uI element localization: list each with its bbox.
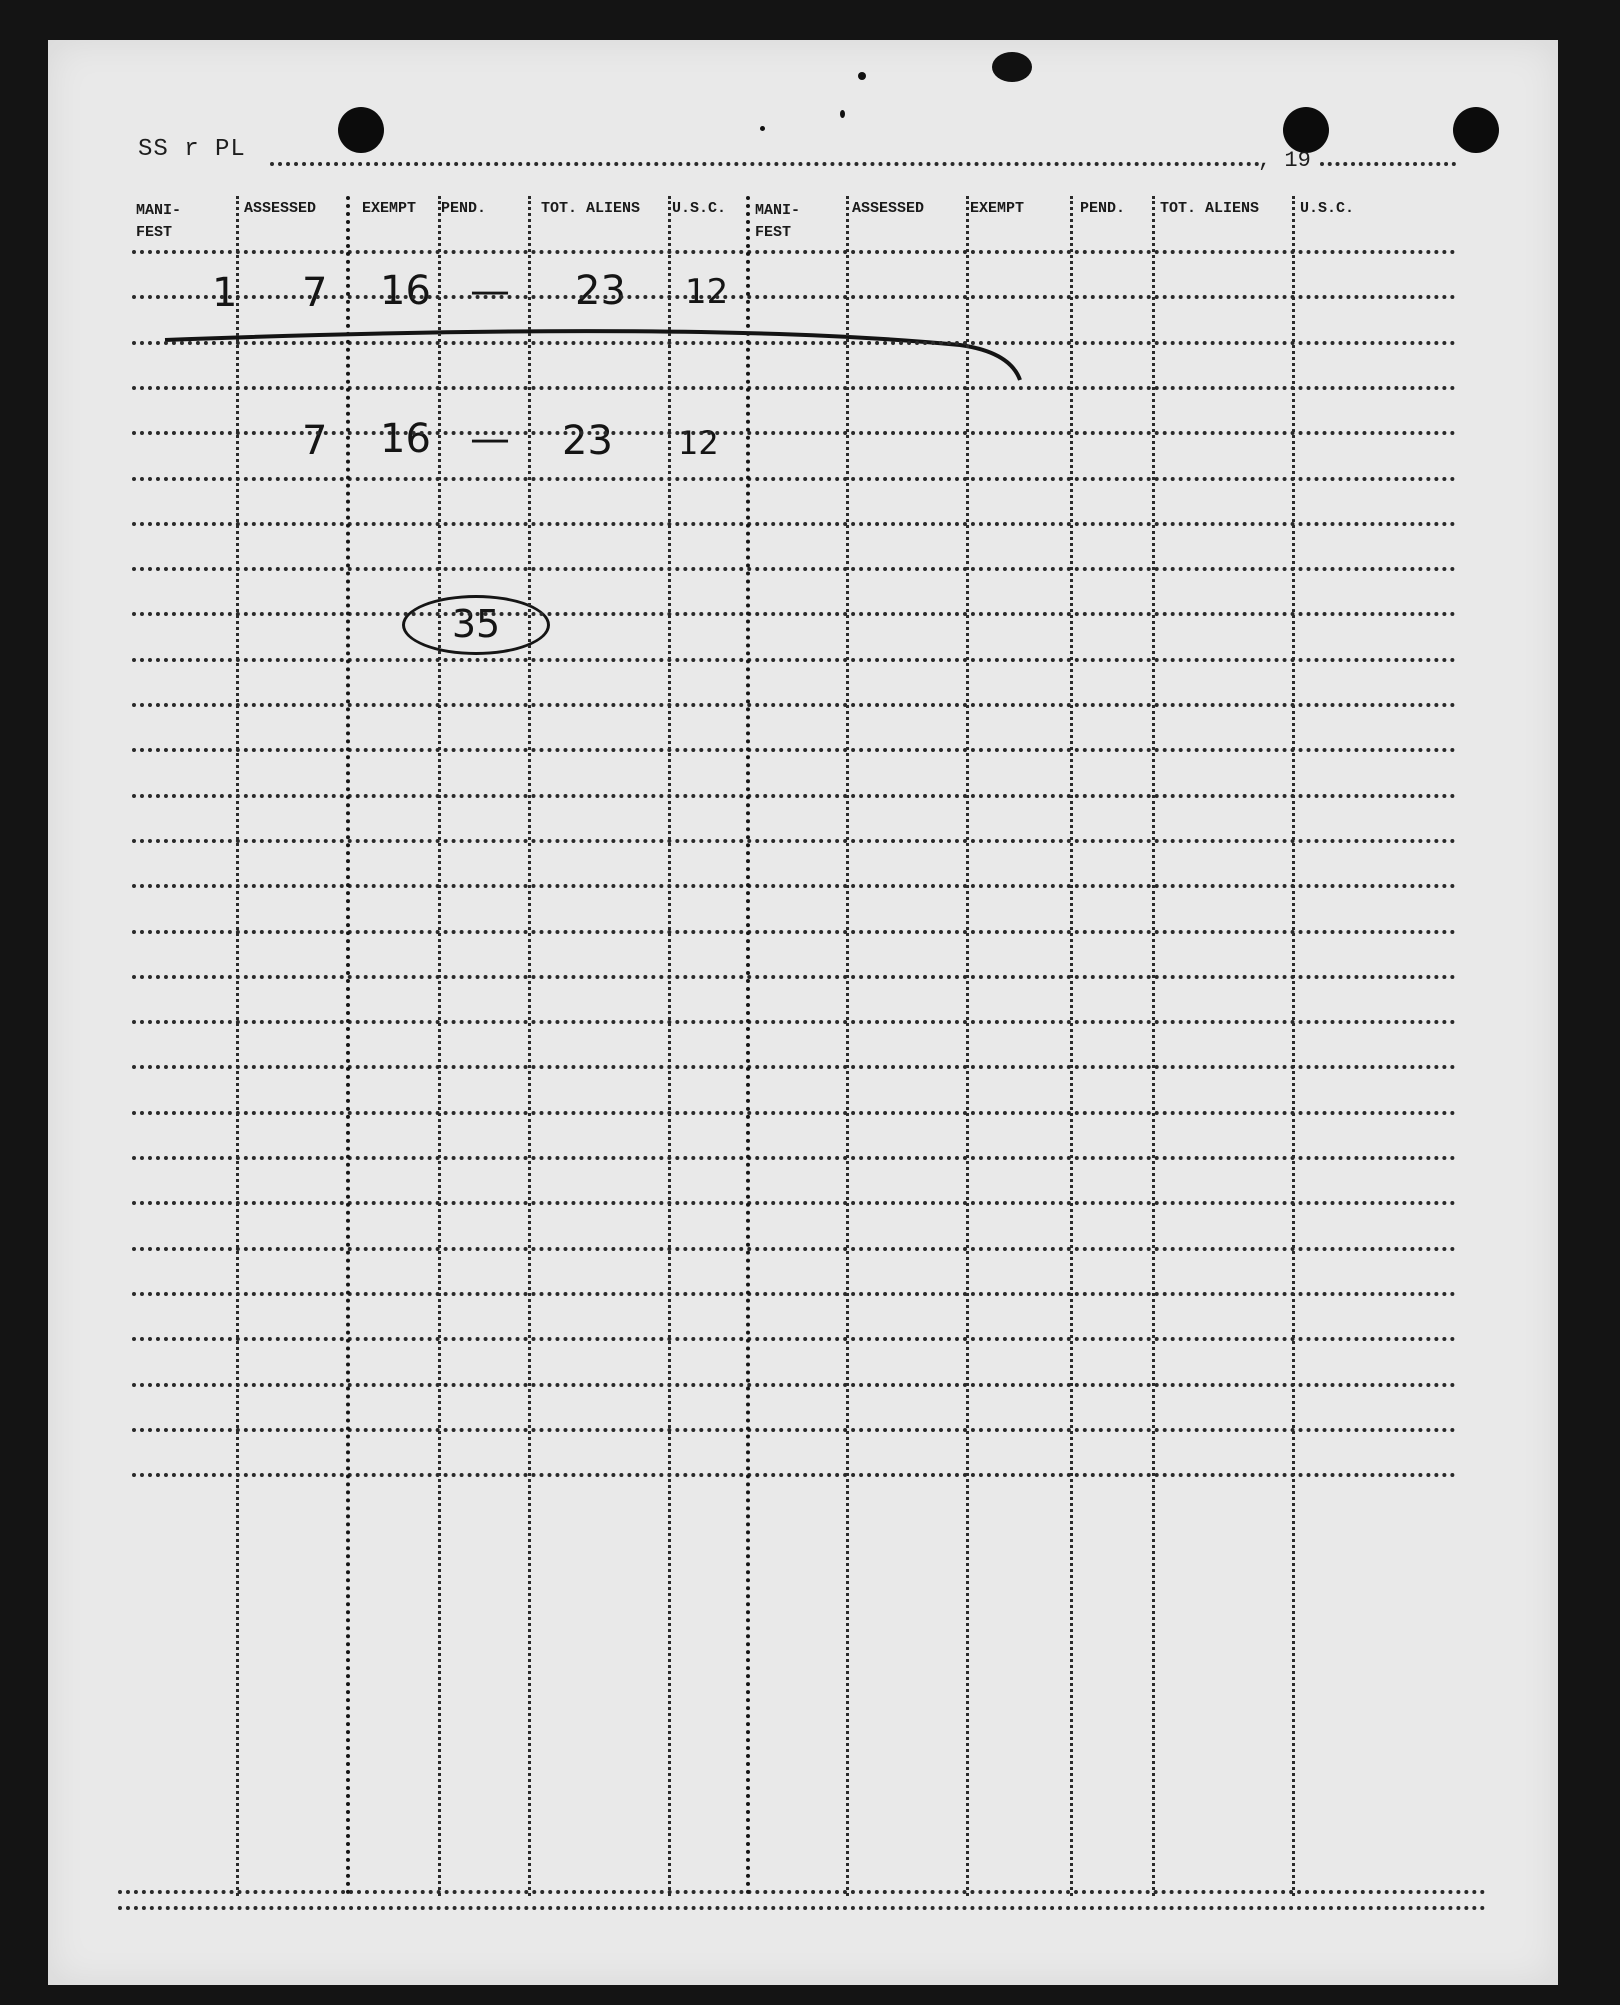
grid-column-rule [1152,196,1155,1896]
grid-row-rule [132,1383,1456,1387]
grid-column-rule [528,196,531,1896]
total-usc-value: 12 [678,424,719,462]
total-exempt-value: 16 [380,416,431,462]
grid-row-rule [132,295,1456,299]
grid-bottom-rule [118,1890,1486,1894]
grid-column-rule [668,196,671,1896]
grid-row-rule [132,386,1456,390]
col-header-manifest-right: MANI- FEST [755,202,801,241]
grid-row-rule [132,1247,1456,1251]
row1-pend-value: — [470,268,510,314]
col-header-assessed-left: ASSESSED [244,200,317,217]
grid-column-rule [1070,196,1073,1896]
grid-column-rule [966,196,969,1896]
grid-column-rule [1292,196,1295,1896]
grid-row-rule [132,341,1456,345]
grid-row-rule [132,1065,1456,1069]
grid-column-rule [236,196,239,1896]
col-header-usc-left: U.S.C. [672,200,727,217]
grid-column-rule [346,196,350,1896]
grid-row-rule [132,1020,1456,1024]
row1-assessed-value: 7 [302,270,328,316]
grid-row-rule [132,431,1456,435]
col-header-tot-aliens-right: TOT. ALIENS [1160,200,1260,217]
grid-row-rule [132,1428,1456,1432]
col-header-tot-aliens-left: TOT. ALIENS [541,200,641,217]
total-tot-aliens-value: 23 [562,418,613,464]
grid-column-rule [438,196,441,1896]
circled-grand-total-value: 35 [451,602,501,646]
grid-row-rule [132,975,1456,979]
grid-row-rule [132,839,1456,843]
grid-row-rule [132,748,1456,752]
col-header-exempt-right: EXEMPT [970,200,1025,217]
col-header-manifest-left: MANI- FEST [136,202,182,241]
grid-row-rule [132,658,1456,662]
grid-row-rule [132,1156,1456,1160]
grid-row-rule [132,522,1456,526]
col-header-exempt-left: EXEMPT [362,200,417,217]
grid-row-rule [132,567,1456,571]
grid-row-rule [132,1292,1456,1296]
col-header-pend-right: PEND. [1080,200,1126,217]
col-header-pend-left: PEND. [441,200,487,217]
grid-row-rule [132,1337,1456,1341]
ship-name-field: SS r PL [138,136,246,163]
row1-manifest-value: 1 [212,270,238,316]
grid-row-rule [132,612,1456,616]
total-assessed-value: 7 [302,418,328,464]
col-header-usc-right: U.S.C. [1300,200,1355,217]
grid-row-rule [132,477,1456,481]
col-header-assessed-right: ASSESSED [852,200,925,217]
grid-row-rule [132,1201,1456,1205]
row1-exempt-value: 16 [380,268,431,314]
grid-row-rule [132,884,1456,888]
grid-row-rule [132,930,1456,934]
grid-column-rule [746,196,750,1896]
grid-row-rule [132,1111,1456,1115]
total-pend-value: — [470,416,510,462]
grid-row-rule [132,250,1456,254]
row1-usc-value: 12 [685,272,729,312]
year-field: , 19 [1258,148,1311,173]
grid-column-rule [846,196,849,1896]
grid-row-rule [132,703,1456,707]
grid-row-rule [132,794,1456,798]
grid-bottom-rule [118,1906,1486,1910]
row1-tot-aliens-value: 23 [575,268,626,314]
grid-row-rule [132,1473,1456,1477]
